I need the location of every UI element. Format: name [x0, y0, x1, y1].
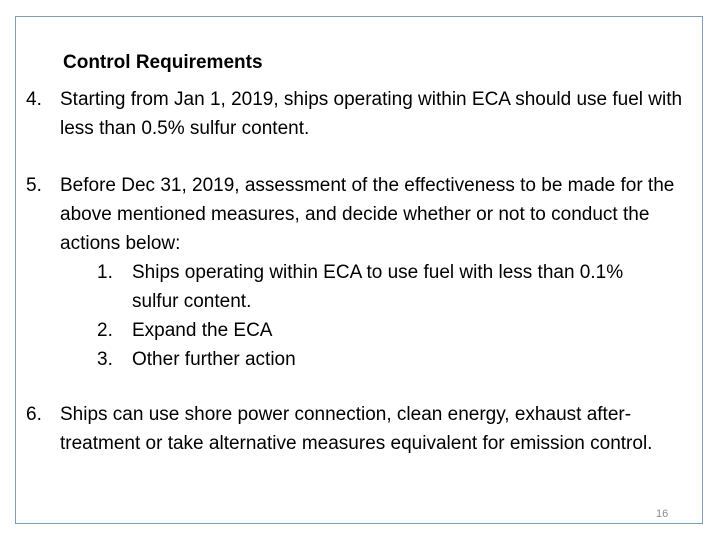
sub-list-item-number: 1.: [97, 262, 113, 283]
list-item-5: [26, 171, 706, 374]
list-item-4: [26, 85, 706, 143]
sub-list-item-number: 3.: [97, 349, 113, 370]
section-heading: Control Requirements: [63, 52, 263, 73]
page-number: 16: [656, 508, 669, 520]
sub-list-item-number: 2.: [97, 320, 113, 341]
sub-list-item-text: Expand the ECA: [132, 320, 273, 341]
list-item-text: Ships can use shore power connection, clean energy, exhaust after-treatment or take alternative measures equivalent for emission control.: [60, 404, 653, 454]
sub-list-item-text: Other further action: [132, 349, 296, 370]
list-item-text: Starting from Jan 1, 2019, ships operating within ECA should use fuel with less than 0.5% sulfur content.: [60, 89, 683, 139]
list-item-text: Before Dec 31, 2019, assessment of the effectiveness to be made for the above mentioned measures, and decide whether or not to conduct the actions below:: [60, 175, 675, 254]
list-item-6: [26, 400, 706, 458]
sub-list-item-text: Ships operating within ECA to use fuel with less than 0.1% sulfur content.: [132, 262, 624, 312]
sub-list-item-1: [97, 258, 706, 316]
list-item-number: 6.: [26, 404, 42, 425]
sub-list-item-2: [97, 316, 706, 345]
sub-list-item-3: [97, 345, 706, 374]
list-item-number: 5.: [26, 175, 42, 196]
list-item-number: 4.: [26, 89, 42, 110]
